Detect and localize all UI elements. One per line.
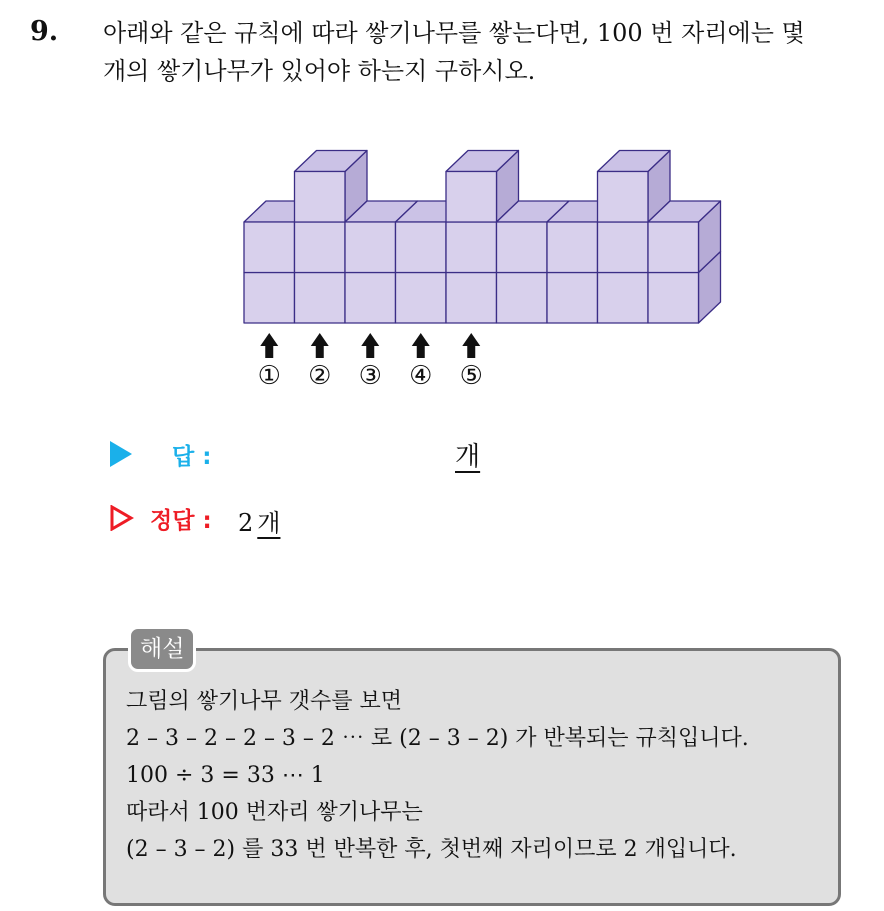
cube-front-face — [598, 222, 649, 273]
solution-value — [238, 503, 280, 538]
position-label: ① — [257, 361, 281, 391]
cube-front-face — [396, 222, 447, 273]
explanation-line-2: 2 – 3 – 2 – 2 – 3 – 2 ⋯ 로 (2 – 3 – 2) 가 반복되는 규칙입니다. — [126, 726, 749, 751]
solution-row — [110, 501, 510, 535]
cube-front-face — [396, 273, 447, 324]
position-labels — [258, 361, 483, 391]
cube-front-face — [295, 222, 346, 273]
solution-number: 2 — [238, 509, 254, 537]
question-line-1: 아래와 같은 규칙에 따라 쌓기나무를 쌓는다면, 100 번 자리에는 몇 — [103, 19, 805, 47]
cube-front-face — [446, 172, 497, 223]
explanation-tab: 해설 — [128, 626, 196, 672]
cube-front-face — [244, 222, 295, 273]
up-arrow-icon — [361, 333, 379, 358]
cube-front-face — [598, 172, 649, 223]
cube-front-face — [547, 273, 598, 324]
position-arrows — [260, 333, 480, 358]
cube-front-face — [446, 222, 497, 273]
play-triangle-icon — [110, 441, 132, 467]
explanation-line-5: (2 – 3 – 2) 를 33 번 반복한 후, 첫번째 자리이므로 2 개입니다. — [126, 837, 737, 862]
cube-front-face — [295, 172, 346, 223]
explanation-line-3: 100 ÷ 3 = 33 ⋯ 1 — [126, 763, 325, 788]
cube-front-face — [598, 273, 649, 324]
solution-unit: 개 — [257, 509, 281, 537]
up-arrow-icon — [412, 333, 430, 358]
position-label: ③ — [358, 361, 382, 391]
position-label: ④ — [409, 361, 433, 391]
cube-front-face — [497, 273, 548, 324]
cube-front-face — [244, 273, 295, 324]
cube-stack — [244, 151, 721, 324]
cube-front-face — [345, 222, 396, 273]
explanation-text — [126, 683, 836, 868]
cube-front-face — [648, 273, 699, 324]
cube-front-face — [446, 273, 497, 324]
outline-triangle-icon — [110, 505, 134, 531]
up-arrow-icon — [462, 333, 480, 358]
question-line-2: 개의 쌓기나무가 있어야 하는지 구하시오. — [103, 57, 536, 85]
question-number: 9. — [30, 16, 59, 47]
cube-front-face — [648, 222, 699, 273]
up-arrow-icon — [311, 333, 329, 358]
explanation-line-1: 그림의 쌓기나무 갯수를 보면 — [126, 689, 403, 714]
answer-label: 답 : — [172, 444, 212, 470]
position-label: ② — [308, 361, 332, 391]
explanation-line-4: 따라서 100 번자리 쌓기나무는 — [126, 800, 423, 825]
up-arrow-icon — [260, 333, 278, 358]
answer-blank-unit[interactable]: 개 — [455, 442, 481, 472]
cube-front-face — [345, 273, 396, 324]
cube-front-face — [295, 273, 346, 324]
answer-row — [110, 438, 510, 472]
solution-label: 정답 : — [150, 508, 212, 534]
cube-front-face — [547, 222, 598, 273]
cube-front-face — [497, 222, 548, 273]
position-label: ⑤ — [459, 361, 483, 391]
